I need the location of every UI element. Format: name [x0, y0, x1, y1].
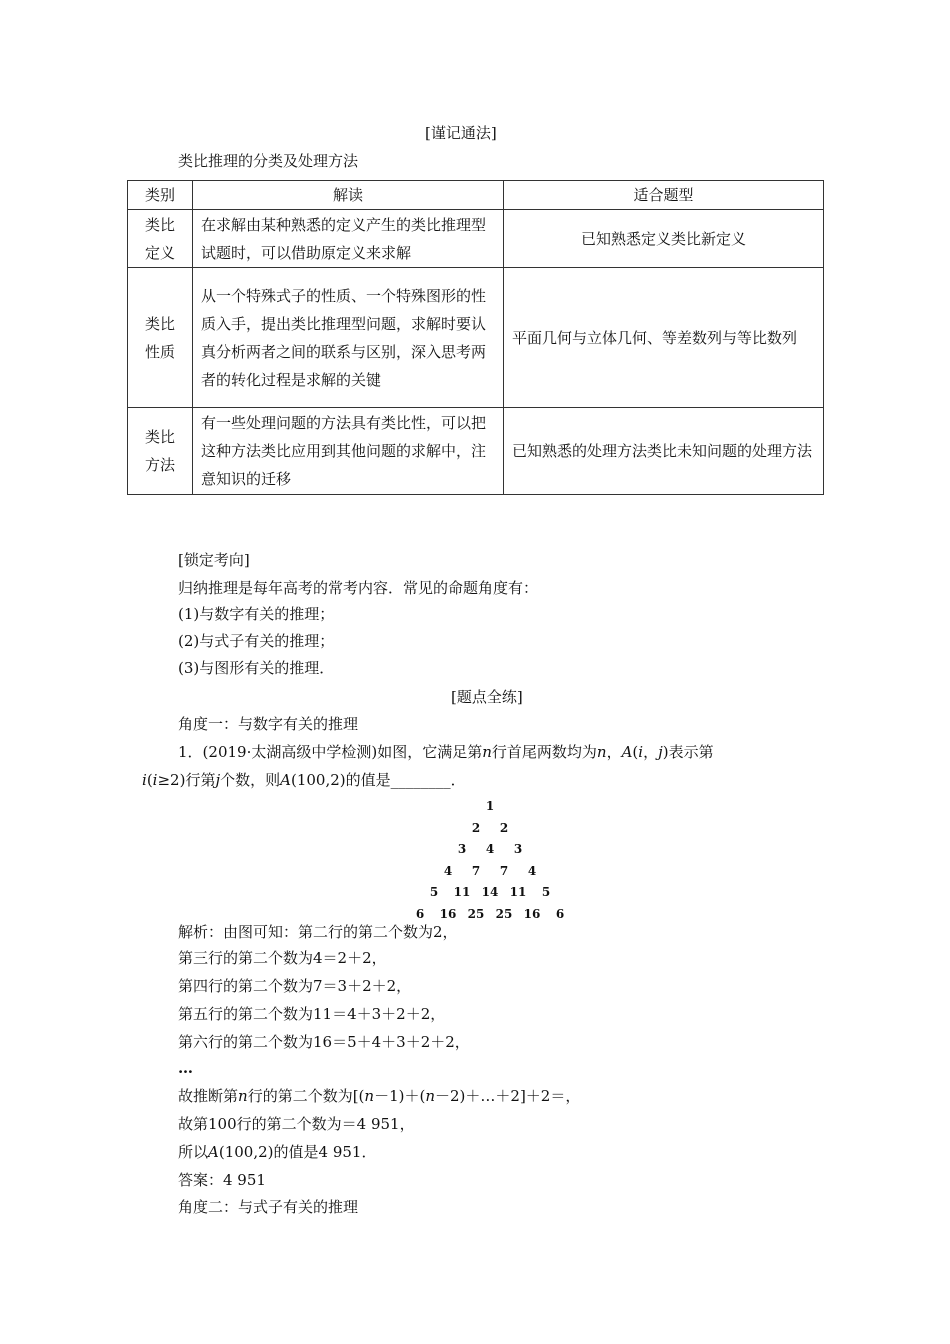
- category-line: 方法: [144, 456, 175, 474]
- triangle-number: 11: [453, 885, 471, 899]
- var-n: n: [238, 1087, 248, 1105]
- text: 个数，则: [220, 771, 281, 789]
- triangle-number: 6: [555, 906, 565, 921]
- var-i: i: [638, 743, 644, 761]
- var-n: n: [364, 1087, 375, 1105]
- triangle-number: 2: [471, 820, 481, 835]
- section-title-jinji: [谨记通法]: [425, 124, 497, 142]
- triangle-number: 1: [485, 799, 495, 813]
- var-A: A: [208, 1143, 219, 1161]
- var-A: A: [621, 743, 633, 761]
- text: 行首尾两数均为: [491, 743, 597, 761]
- solution-line: 第四行的第二个数为7＝3＋2＋2，: [178, 977, 412, 995]
- angle-one-heading: 角度一：与数字有关的推理: [178, 715, 359, 733]
- text: 1．(2019·太湖高级中学检测)如图，它满足第: [178, 743, 483, 761]
- text: ≥2)行第: [157, 771, 216, 789]
- triangle-number: 5: [429, 885, 439, 899]
- triangle-number: 2: [499, 820, 509, 835]
- triangle-number: 25: [495, 906, 513, 921]
- solution-line: 解析：由图可知：第二行的第二个数为2，: [178, 923, 458, 941]
- text: －1)＋(: [374, 1087, 426, 1105]
- table-row: [128, 268, 824, 408]
- triangle-number: 11: [509, 885, 527, 899]
- method-table: [127, 180, 824, 495]
- text: (: [146, 771, 153, 789]
- triangle-number: 3: [457, 842, 467, 856]
- fit-cell: 已知熟悉的处理方法类比未知问题的处理方法: [504, 408, 824, 495]
- triangle-number: 5: [541, 885, 551, 899]
- triangle-number: 7: [471, 863, 481, 878]
- table-row: [128, 210, 824, 268]
- triangle-number: 3: [513, 842, 523, 856]
- solution-ellipsis: …: [178, 1059, 193, 1077]
- direction-item: (1)与数字有关的推理；: [178, 605, 335, 623]
- triangle-number: 25: [467, 906, 485, 921]
- var-i: i: [142, 771, 147, 789]
- category-line: 类比: [144, 314, 175, 333]
- var-A: A: [280, 771, 291, 789]
- triangle-number: 4: [527, 863, 537, 878]
- triangle-number: 6: [415, 906, 425, 921]
- var-n: n: [482, 743, 492, 761]
- text: (100,2)的值是________．: [290, 771, 466, 789]
- text: 故推断第: [178, 1087, 239, 1105]
- table-caption: 类比推理的分类及处理方法: [178, 152, 359, 170]
- text: ，: [643, 743, 659, 761]
- var-n: n: [425, 1087, 435, 1105]
- conclusion-line: [178, 1142, 376, 1162]
- category-line: 类比: [144, 215, 175, 234]
- var-j: j: [215, 771, 221, 789]
- category-line: 性质: [144, 342, 175, 361]
- category-line: 定义: [144, 243, 175, 262]
- text: (: [632, 743, 639, 761]
- triangle-number: 4: [485, 842, 495, 856]
- var-i: i: [152, 771, 158, 789]
- var-j: j: [658, 743, 663, 761]
- triangle-number: 16: [523, 906, 541, 921]
- fit-cell: 已知熟悉定义类比新定义: [504, 210, 824, 268]
- header-reading: 解读: [193, 181, 504, 210]
- triangle-number: 16: [439, 906, 457, 921]
- angle-two-heading: 角度二：与式子有关的推理: [178, 1198, 359, 1216]
- solution-line: 第六行的第二个数为16＝5＋4＋3＋2＋2，: [178, 1033, 470, 1051]
- category-cell: [128, 408, 193, 495]
- line-100: 故第100行的第二个数为＝4 951，: [178, 1115, 415, 1133]
- text: )表示第: [662, 743, 714, 761]
- category-line: 类比: [144, 428, 175, 446]
- reading-cell: 有一些处理问题的方法具有类比性，可以把这种方法类比应用到其他问题的求解中，注意知识的迁移: [193, 408, 504, 495]
- header-fit: 适合题型: [504, 181, 824, 210]
- text: 所以: [178, 1143, 209, 1161]
- header-category: 类别: [128, 181, 193, 210]
- section-title-direction: [锁定考向]: [178, 551, 250, 569]
- question-line: [142, 770, 466, 790]
- fit-cell: 平面几何与立体几何、等差数列与等比数列: [504, 268, 824, 408]
- infer-line: [178, 1086, 580, 1106]
- answer-line: 答案：4 951: [178, 1171, 266, 1189]
- table-row: [128, 408, 824, 495]
- var-n: n: [596, 743, 607, 761]
- text: (100,2)的值是4 951．: [218, 1143, 377, 1161]
- category-cell: [128, 268, 193, 408]
- solution-line: 第五行的第二个数为11＝4＋3＋2＋2，: [178, 1005, 446, 1023]
- section-title-practice: [题点全练]: [451, 688, 523, 706]
- direction-item: (3)与图形有关的推理．: [178, 659, 335, 677]
- reading-cell: 在求解由某种熟悉的定义产生的类比推理型试题时，可以借助原定义来求解: [193, 210, 504, 268]
- table-header-row: [128, 181, 824, 210]
- direction-item: (2)与式子有关的推理；: [178, 632, 335, 650]
- triangle-number: 4: [443, 863, 453, 878]
- direction-intro: 归纳推理是每年高考的常考内容．常见的命题角度有：: [178, 579, 539, 597]
- category-cell: [128, 210, 193, 268]
- triangle-number: 14: [481, 885, 499, 899]
- question-line: [178, 742, 714, 762]
- solution-line: 第三行的第二个数为4＝2＋2，: [178, 949, 387, 967]
- text: 行的第二个数为[(: [247, 1087, 365, 1105]
- reading-cell: 从一个特殊式子的性质、一个特殊图形的性质入手，提出类比推理型问题，求解时要认真分析两者之间的联系与区别，深入思考两者的转化过程是求解的关键: [193, 268, 504, 408]
- text: ，: [606, 743, 622, 761]
- text: －2)＋…＋2]＋2＝，: [435, 1087, 581, 1105]
- triangle-number: 7: [499, 863, 509, 878]
